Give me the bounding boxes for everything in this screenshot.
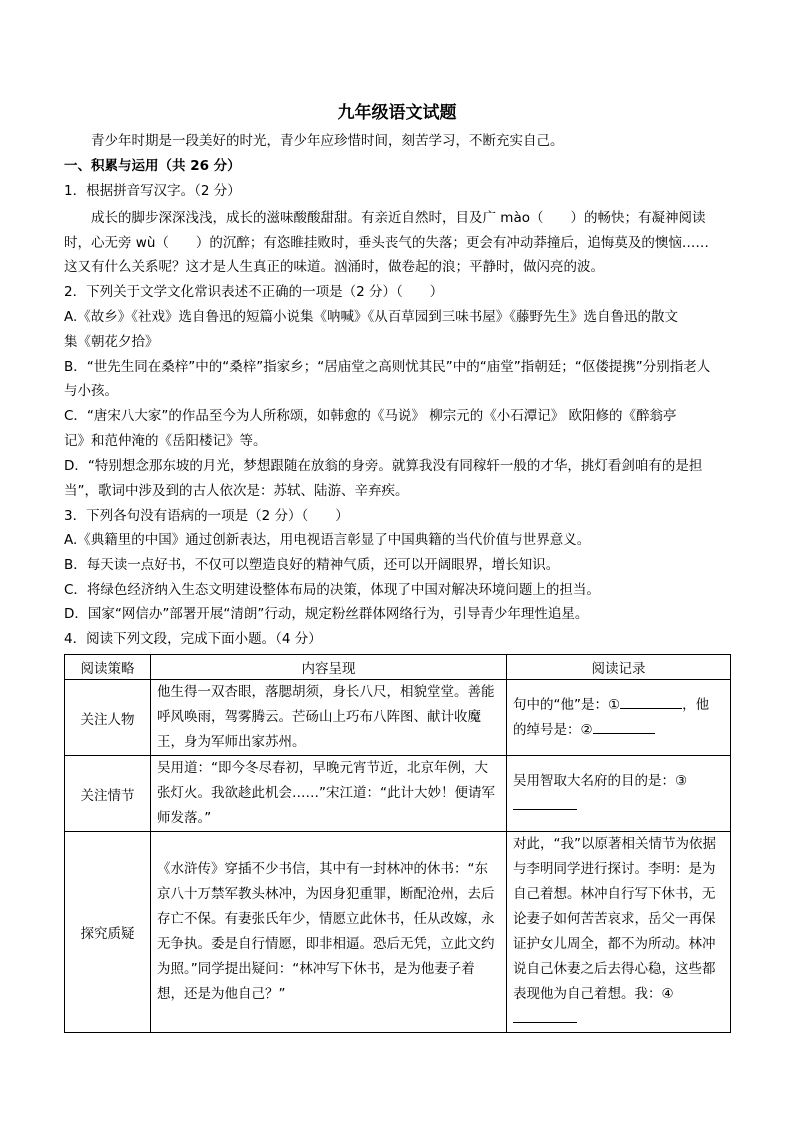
q3-option-a: A.《典籍里的中国》通过创新表达，用电视语言彰显了中国典籍的当代价值与世界意义。 xyxy=(64,532,591,548)
content-cell: 《水浒传》穿插不少书信，其中有一封林冲的休书：“东京八十万禁军教头林冲，为因身犯重罪，断配沧州，去后存亡不保。有妻张氏年少，情愿立此休书，任从改嫁，永无争执。委是自行情愿，即非相逼。恐后无凭，立此文约为照。”同学提出疑问：“林冲写下休书，是为他妻子着想，还是为他自己？” xyxy=(151,832,507,1033)
q2-option-b: B．“世先生同在桑梓”中的“桑梓”指家乡；“居庙堂之高则忧其民”中的“庙堂”指朝廷；“伛偻提携”分别指老人 xyxy=(64,359,711,375)
strategy-cell: 关注情节 xyxy=(65,756,151,832)
record-cell xyxy=(507,832,731,1033)
record-text: 吴用智取大名府的目的是：③ xyxy=(513,772,688,789)
record-cell xyxy=(507,756,731,832)
record-text: ，他 xyxy=(682,696,710,713)
q3-option-b: B．每天读一点好书，不仅可以塑造良好的精神气质，还可以开阔眼界，增长知识。 xyxy=(64,557,560,573)
record-text: 的绰号是：② xyxy=(513,721,593,738)
table-header: 内容呈现 xyxy=(151,655,507,680)
intro-text: 青少年时期是一段美好的时光，青少年应珍惜时间，刻苦学习，不断充实自己。 xyxy=(91,133,564,149)
q4-stem: 4．阅读下列文段，完成下面小题。（4 分） xyxy=(64,631,322,647)
strategy-cell: 关注人物 xyxy=(65,680,151,756)
q2-option-a: A.《故乡》《社戏》选自鲁迅的短篇小说集《呐喊》《从百草园到三味书屋》《藤野先生》选自鲁迅的散文 xyxy=(64,309,679,325)
answer-blank-2[interactable] xyxy=(593,719,655,734)
strategy-cell: 探究质疑 xyxy=(65,832,151,1033)
content-cell: 他生得一双杏眼，落腮胡须，身长八尺，相貌堂堂。善能呼风唤雨，驾雾腾云。芒砀山上巧布八阵图、献计收魔王，身为军师出家苏州。 xyxy=(151,680,507,756)
q2-stem: 2．下列关于文学文化常识表述不正确的一项是（2 分）（ ） xyxy=(64,284,444,300)
page-title: 九年级语文试题 xyxy=(337,103,457,123)
reading-table xyxy=(64,654,731,1033)
q2-option-d-cont: 当”，歌词中涉及到的古人依次是：苏轼、陆游、辛弃疾。 xyxy=(64,483,409,499)
table-header-row xyxy=(65,655,731,680)
content-cell: 吴用道：“即今冬尽春初，早晚元宵节近，北京年例，大张灯火。我欲趁此机会……”宋江道：“此计大妙！便请军师发落。” xyxy=(151,756,507,832)
q2-option-a-cont: 集《朝花夕拾》 xyxy=(64,334,159,350)
table-row xyxy=(65,680,731,756)
table-header: 阅读记录 xyxy=(507,655,731,680)
record-text: 句中的“他”是：① xyxy=(513,696,621,713)
answer-blank-4[interactable] xyxy=(513,1008,577,1023)
answer-blank-3[interactable] xyxy=(513,795,577,810)
record-cell xyxy=(507,680,731,756)
q3-stem: 3．下列各句没有语病的一项是（2 分）（ ） xyxy=(64,508,349,524)
q2-option-c: C．“唐宋八大家”的作品至今为人所称颂，如韩愈的《马说》 柳宗元的《小石潭记》 欧阳修的《醉翁亭 xyxy=(64,408,677,424)
table-row xyxy=(65,756,731,832)
answer-blank-1[interactable] xyxy=(620,694,682,709)
q1-passage-line: 这又有什么关系呢？这才是人生真正的味道。汹涌时，做卷起的浪；平静时，做闪亮的波。 xyxy=(64,259,604,275)
record-text: 对此，“我”以原著相关情节为依据与李明同学进行探讨。李明：是为自己着想。林冲自行写下休书，无论妻子如何苦苦哀求，岳父一再保证护女儿周全，都不为所动。林冲说自己休妻之后去得心稳，这些都表现他为自己着想。我：④ xyxy=(513,836,716,1002)
q2-option-d: D．“特别想念那东坡的月光，梦想跟随在放翁的身旁。就算我没有同稼轩一般的才华，挑灯看剑咱有的是担 xyxy=(64,458,703,474)
q2-option-b-cont: 与小孩。 xyxy=(64,383,118,399)
q3-option-c: C．将绿色经济纳入生态文明建设整体布局的决策，体现了中国对解决环境问题上的担当。 xyxy=(64,582,600,598)
q1-stem: 1．根据拼音写汉字。（2 分） xyxy=(64,183,241,199)
section-heading: 一、积累与运用（共 26 分） xyxy=(64,158,241,174)
q1-passage-line: 成长的脚步深深浅浅，成长的滋味酸酸甜甜。有亲近自然时，目及广 mào（ ）的畅快；有凝神阅读 xyxy=(91,210,706,226)
q3-option-d: D．国家“网信办”部署开展“清朗”行动，规定粉丝群体网络行为，引导青少年理性追星。 xyxy=(64,606,589,622)
q1-passage-line: 时，心无旁 wù（ ）的沉醉；有恣睢挂败时，垂头丧气的失落；更会有冲动莽撞后，追悔莫及的懊恼…… xyxy=(64,235,709,251)
q2-option-c-cont: 记》和范仲淹的《岳阳楼记》等。 xyxy=(64,433,267,449)
table-header: 阅读策略 xyxy=(65,655,151,680)
table-row xyxy=(65,832,731,1033)
